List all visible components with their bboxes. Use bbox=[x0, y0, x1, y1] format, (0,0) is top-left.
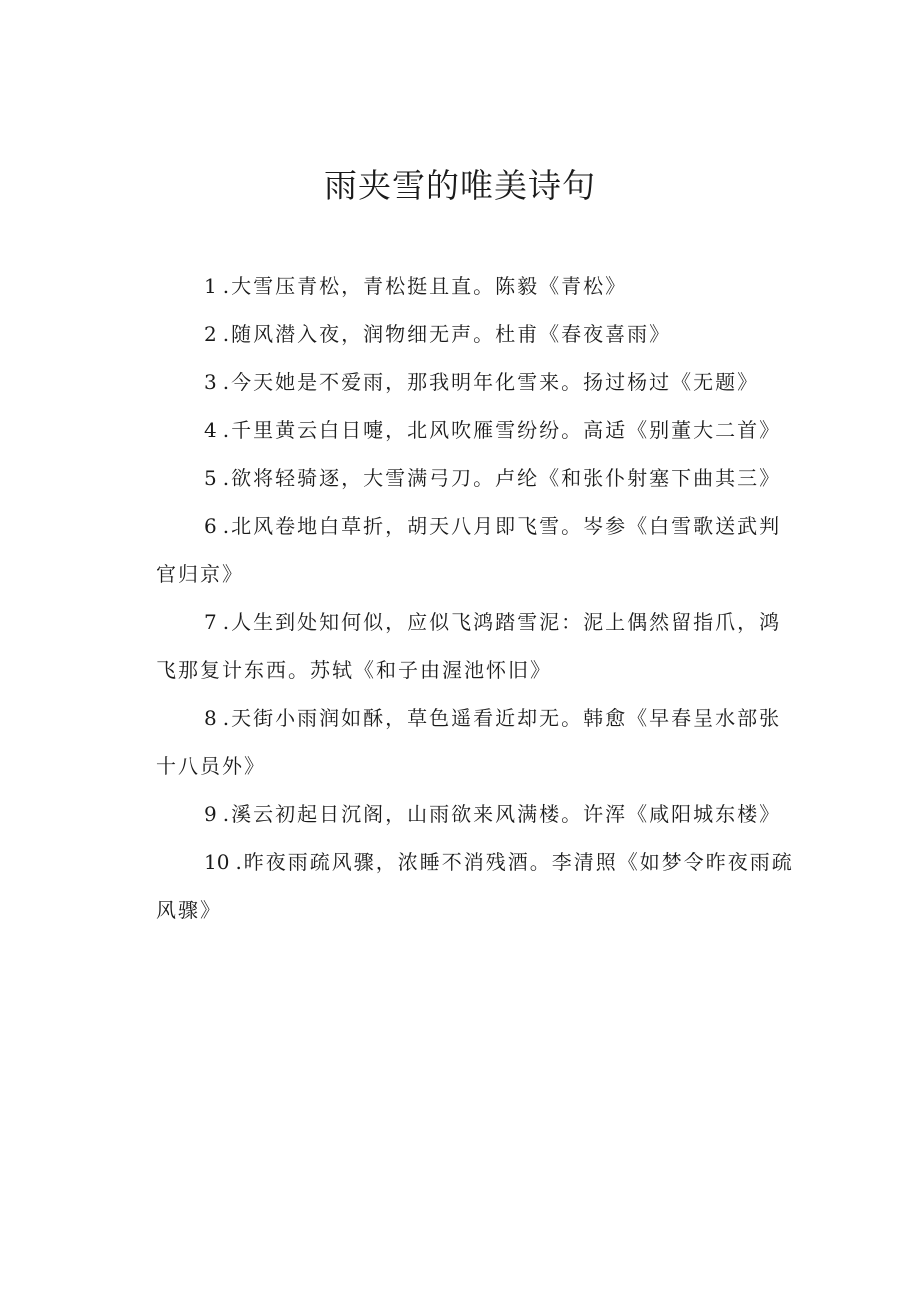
list-item bbox=[156, 838, 796, 934]
item-number: 9 bbox=[204, 802, 217, 826]
item-number: 8 bbox=[204, 706, 217, 730]
list-item bbox=[156, 262, 796, 310]
poem-list bbox=[156, 262, 796, 934]
item-text: .欲将轻骑逐，大雪满弓刀。卢纶《和张仆射塞下曲其三》 bbox=[222, 466, 782, 490]
list-item bbox=[156, 790, 796, 838]
item-number: 2 bbox=[204, 322, 217, 346]
item-number: 4 bbox=[204, 418, 217, 442]
item-number: 3 bbox=[204, 370, 217, 394]
item-number: 10 bbox=[204, 850, 230, 874]
list-item bbox=[156, 358, 796, 406]
item-text: .大雪压青松，青松挺且直。陈毅《青松》 bbox=[222, 274, 628, 298]
page-title: 雨夹雪的唯美诗句 bbox=[324, 166, 596, 205]
item-text: .人生到处知何似，应似飞鸿踏雪泥：泥上偶然留指爪，鸿飞那复计东西。苏轼《和子由渥池怀旧》 bbox=[156, 610, 782, 682]
list-item bbox=[156, 598, 796, 694]
list-item bbox=[156, 694, 796, 790]
item-text: .天街小雨润如酥，草色遥看近却无。韩愈《早春呈水部张十八员外》 bbox=[156, 706, 782, 778]
item-number: 5 bbox=[204, 466, 217, 490]
item-text: .随风潜入夜，润物细无声。杜甫《春夜喜雨》 bbox=[222, 322, 672, 346]
item-text: .北风卷地白草折，胡天八月即飞雪。岑参《白雪歌送武判官归京》 bbox=[156, 514, 782, 586]
list-item bbox=[156, 502, 796, 598]
item-text: .溪云初起日沉阁，山雨欲来风满楼。许浑《咸阳城东楼》 bbox=[222, 802, 782, 826]
item-text: .昨夜雨疏风骤，浓睡不消残酒。李清照《如梦令昨夜雨疏风骤》 bbox=[156, 850, 794, 922]
list-item bbox=[156, 454, 796, 502]
item-number: 1 bbox=[204, 274, 217, 298]
item-number: 7 bbox=[204, 610, 217, 634]
item-text: .今天她是不爱雨，那我明年化雪来。扬过杨过《无题》 bbox=[222, 370, 760, 394]
list-item bbox=[156, 406, 796, 454]
list-item bbox=[156, 310, 796, 358]
item-number: 6 bbox=[204, 514, 217, 538]
item-text: .千里黄云白日嚏，北风吹雁雪纷纷。高适《别董大二首》 bbox=[222, 418, 782, 442]
